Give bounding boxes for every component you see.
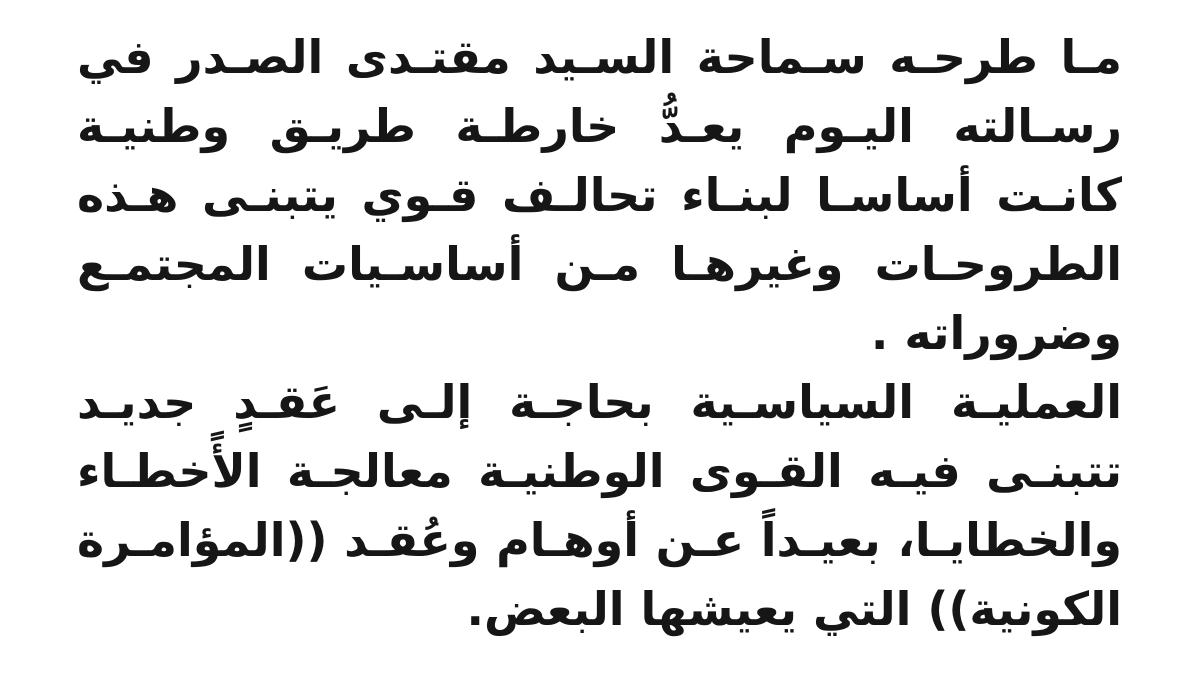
text-line: مـا طرحـه سـماحة السـيد مقتـدى الصـدر في [77, 30, 1122, 84]
text-line: وضروراته . [870, 306, 1122, 360]
text-line: رسـالته اليـوم يعـدُّ خارطـة طريـق وطنيـة [77, 99, 1122, 153]
text-line: الطروحـات وغيرهـا مـن أساسـيات المجتمـع [77, 237, 1122, 291]
text-line: والخطايـا، بعيـداً عـن أوهـام وعُقـد ((المؤامـرة [77, 513, 1122, 567]
article-text-block [77, 23, 1122, 644]
text-line: كانـت أساسـا لبنـاء تحالـف قـوي يتبنـى هـذه [77, 168, 1122, 222]
paragraph-2 [77, 368, 1122, 644]
text-line: تتبنـى فيـه القـوى الوطنيـة معالجـة الأًخطـاء [77, 444, 1122, 498]
text-line: الكونية)) التي يعيشها البعض. [466, 582, 1122, 636]
paragraph-1 [77, 23, 1122, 368]
text-line: العمليـة السياسـية بحاجـة إلـى عَقـدٍ جديـد [77, 375, 1122, 429]
